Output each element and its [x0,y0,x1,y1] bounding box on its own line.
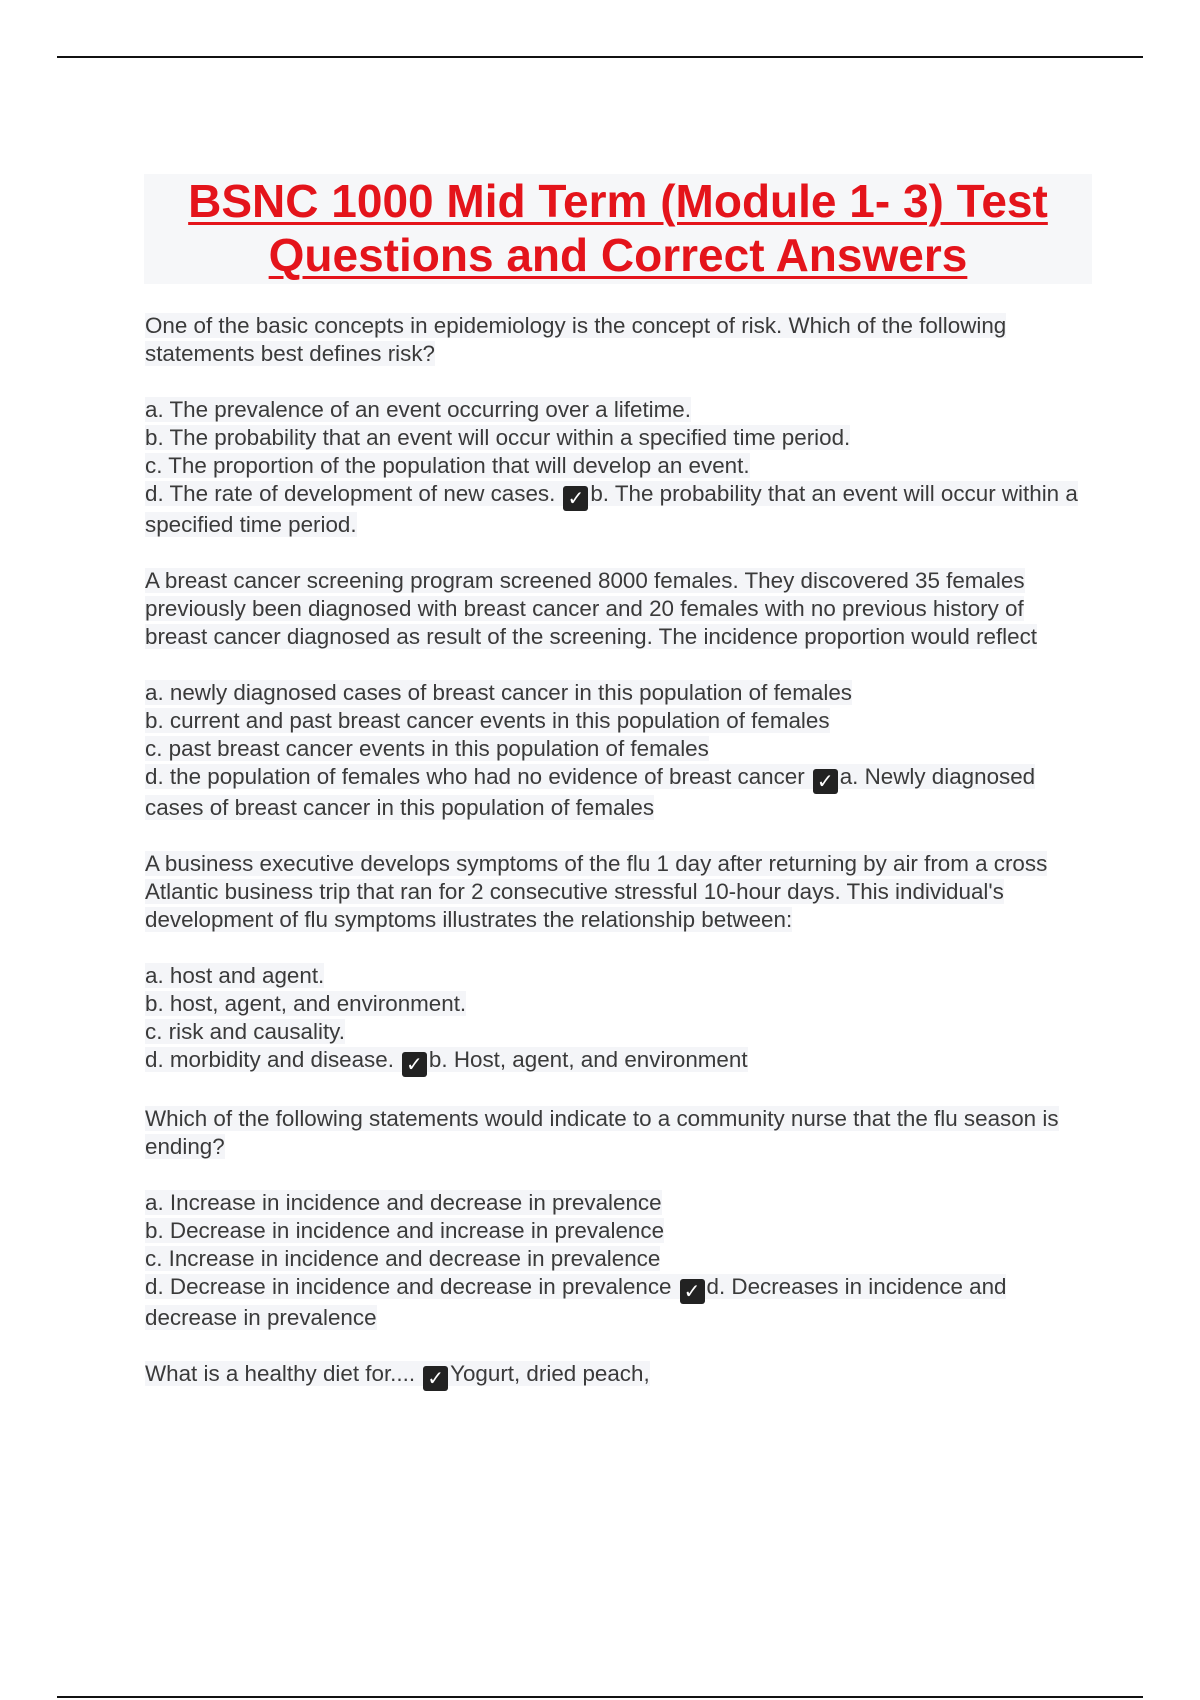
title-line-2: Questions and Correct Answers [268,229,968,281]
option-c: c. past breast cancer events in this population of females [145,736,709,761]
correct-answer: a. Newly diagnosed cases of breast cancer in this population of females [145,764,1036,820]
question-2 [145,567,1090,822]
option-b: b. host, agent, and environment. [145,991,467,1016]
option-d: d. The rate of development of new cases. [145,481,556,506]
question-text: Which of the following statements would indicate to a community nurse that the flu season is ending? [145,1106,1059,1159]
option-b: b. The probability that an event will occur within a specified time period. [145,425,851,450]
answer-options [145,1189,1090,1332]
answer-options [145,962,1090,1077]
option-d: d. morbidity and disease. [145,1047,394,1072]
answer-options [145,679,1090,822]
question-text: What is a healthy diet for.... [145,1361,416,1386]
question-text: One of the basic concepts in epidemiology is the concept of risk. Which of the following statements best defines risk? [145,313,1007,366]
correct-answer: Yogurt, dried peach, [450,1361,650,1386]
check-icon: ✓ [563,486,588,511]
question-3 [145,850,1090,1077]
option-d-with-answer [145,1273,1090,1332]
footer-rule [57,1696,1143,1698]
option-d-with-answer [145,763,1090,822]
option-d: d. Decrease in incidence and decrease in prevalence [145,1274,672,1299]
question-4 [145,1105,1090,1332]
option-d: d. the population of females who had no evidence of breast cancer [145,764,805,789]
option-a: a. The prevalence of an event occurring over a lifetime. [145,397,691,422]
option-c: c. risk and causality. [145,1019,345,1044]
correct-answer: b. Host, agent, and environment [428,1047,748,1072]
option-d-with-answer [145,1046,1090,1077]
question-list [145,312,1090,1419]
option-b: b. current and past breast cancer events in this population of females [145,708,830,733]
option-c: c. The proportion of the population that will develop an event. [145,453,750,478]
check-icon: ✓ [680,1279,705,1304]
question-text: A business executive develops symptoms of the flu 1 day after returning by air from a cross Atlantic business trip that ran for 2 consecutive stressful 10-hour days. This individual's development of flu symptoms illustrates the relationship between: [145,851,1048,932]
option-c: c. Increase in incidence and decrease in prevalence [145,1246,661,1271]
correct-answer: b. The probability that an event will occur within a specified time period. [145,481,1078,537]
title-line-1: BSNC 1000 Mid Term (Module 1- 3) Test [188,175,1048,227]
option-d-with-answer [145,480,1090,539]
option-a: a. host and agent. [145,963,325,988]
option-a: a. Increase in incidence and decrease in prevalence [145,1190,662,1215]
check-icon: ✓ [402,1052,427,1077]
option-a: a. newly diagnosed cases of breast cancer in this population of females [145,680,852,705]
answer-options [145,396,1090,539]
header-rule [57,56,1143,58]
check-icon: ✓ [423,1366,448,1391]
question-with-answer [145,1360,1090,1391]
document-title [144,174,1092,284]
correct-answer: d. Decreases in incidence and decrease in prevalence [145,1274,1007,1330]
check-icon: ✓ [813,769,838,794]
question-1 [145,312,1090,539]
question-text: A breast cancer screening program screened 8000 females. They discovered 35 females previously been diagnosed with breast cancer and 20 females with no previous history of breast cancer diagnosed as result of the screening. The incidence proportion would reflect [145,568,1038,649]
question-5 [145,1360,1090,1391]
option-b: b. Decrease in incidence and increase in prevalence [145,1218,665,1243]
